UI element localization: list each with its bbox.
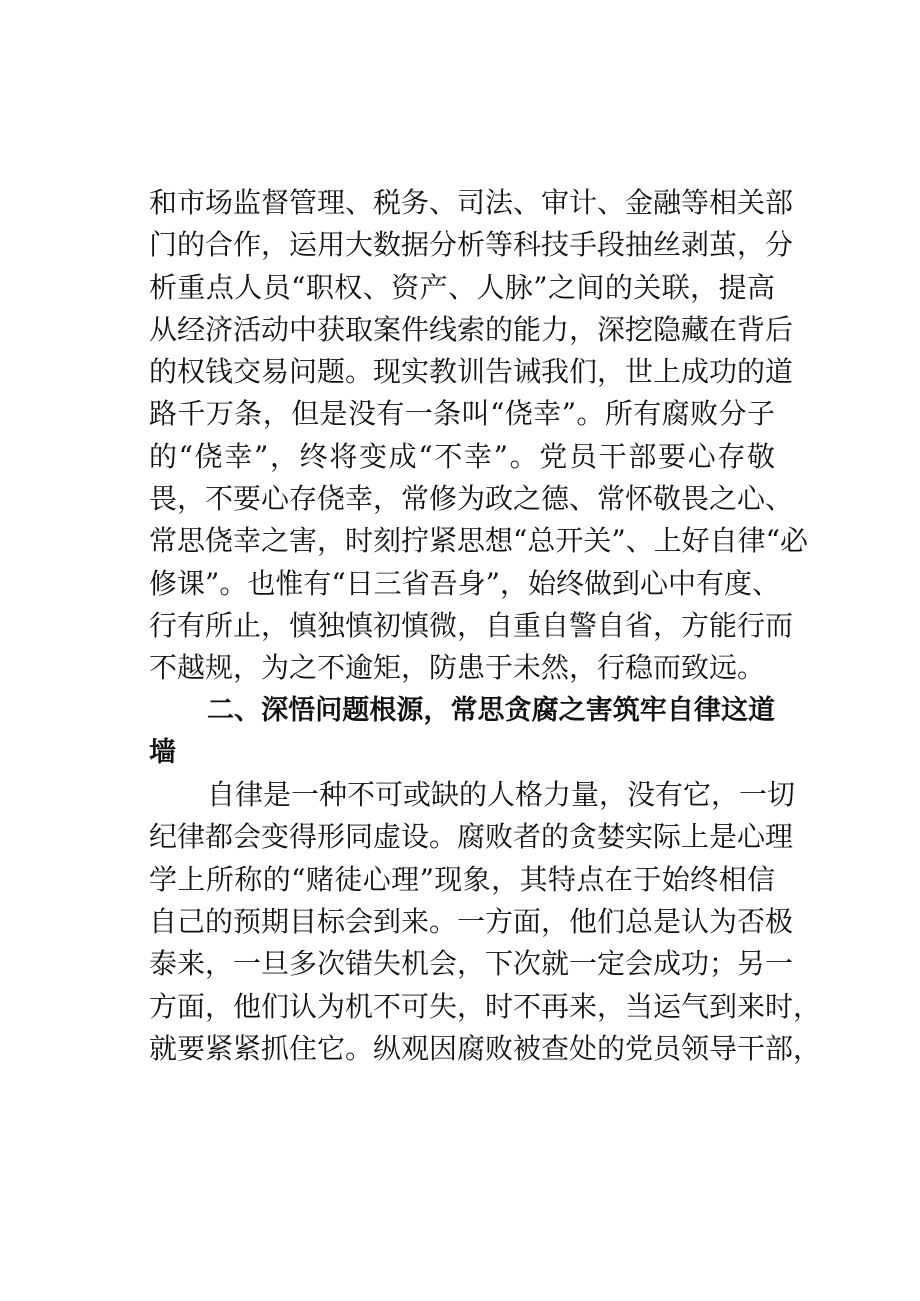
text-line: 析重点人员“职权、资产、人脉”之间的关联，提高	[149, 270, 775, 304]
text-line: 方面，他们认为机不可失，时不再来，当运气到来时，	[149, 989, 822, 1023]
text-line: 和市场监督管理、税务、司法、审计、金融等相关部	[149, 186, 794, 219]
text-line: 泰来，一旦多次错失机会，下次就一定会成功；另一	[149, 947, 794, 981]
text-line: 畏，不要心存侥幸，常修为政之德、常怀敬畏之心、	[149, 482, 794, 516]
text-line: 学上所称的“赌徒心理”现象，其特点在于始终相信	[149, 862, 775, 896]
heading-line: 二、深悟问题根源，常思贪腐之害筑牢自律这道	[207, 694, 775, 726]
text-line: 的权钱交易问题。现实教训告诫我们，世上成功的道	[149, 355, 794, 389]
text-line: 就要紧紧抓住它。纵观因腐败被查处的党员领导干部，	[149, 1031, 822, 1065]
text-line: 自己的预期目标会到来。一方面，他们总是认为否极	[149, 905, 794, 939]
text-line: 行有所止，慎独慎初慎微，自重自警自省，方能行而	[149, 608, 794, 642]
text-line: 自律是一种不可或缺的人格力量，没有它，一切	[207, 778, 796, 812]
heading-line: 墙	[149, 736, 176, 768]
paragraph-1	[149, 182, 808, 690]
text-line: 路千万条，但是没有一条叫“侥幸”。所有腐败分子	[149, 397, 775, 431]
text-line: 纪律都会变得形同虚设。腐败者的贪婪实际上是心理	[149, 820, 794, 854]
paragraph-2	[149, 774, 822, 1070]
text-line: 常思侥幸之害，时刻拧紧思想“总开关”、上好自律“必	[149, 524, 808, 558]
document-body	[149, 182, 822, 1070]
text-line: 从经济活动中获取案件线索的能力，深挖隐藏在背后	[149, 312, 794, 346]
text-line: 不越规，为之不逾矩，防患于未然，行稳而致远。	[149, 651, 766, 685]
section-heading	[149, 690, 775, 775]
text-line: 门的合作，运用大数据分析等科技手段抽丝剥茧，分	[149, 228, 794, 262]
text-line: 修课”。也惟有“日三省吾身”，始终做到心中有度、	[149, 566, 780, 600]
text-line: 的“侥幸”，终将变成“不幸”。党员干部要心存敬	[149, 439, 775, 473]
